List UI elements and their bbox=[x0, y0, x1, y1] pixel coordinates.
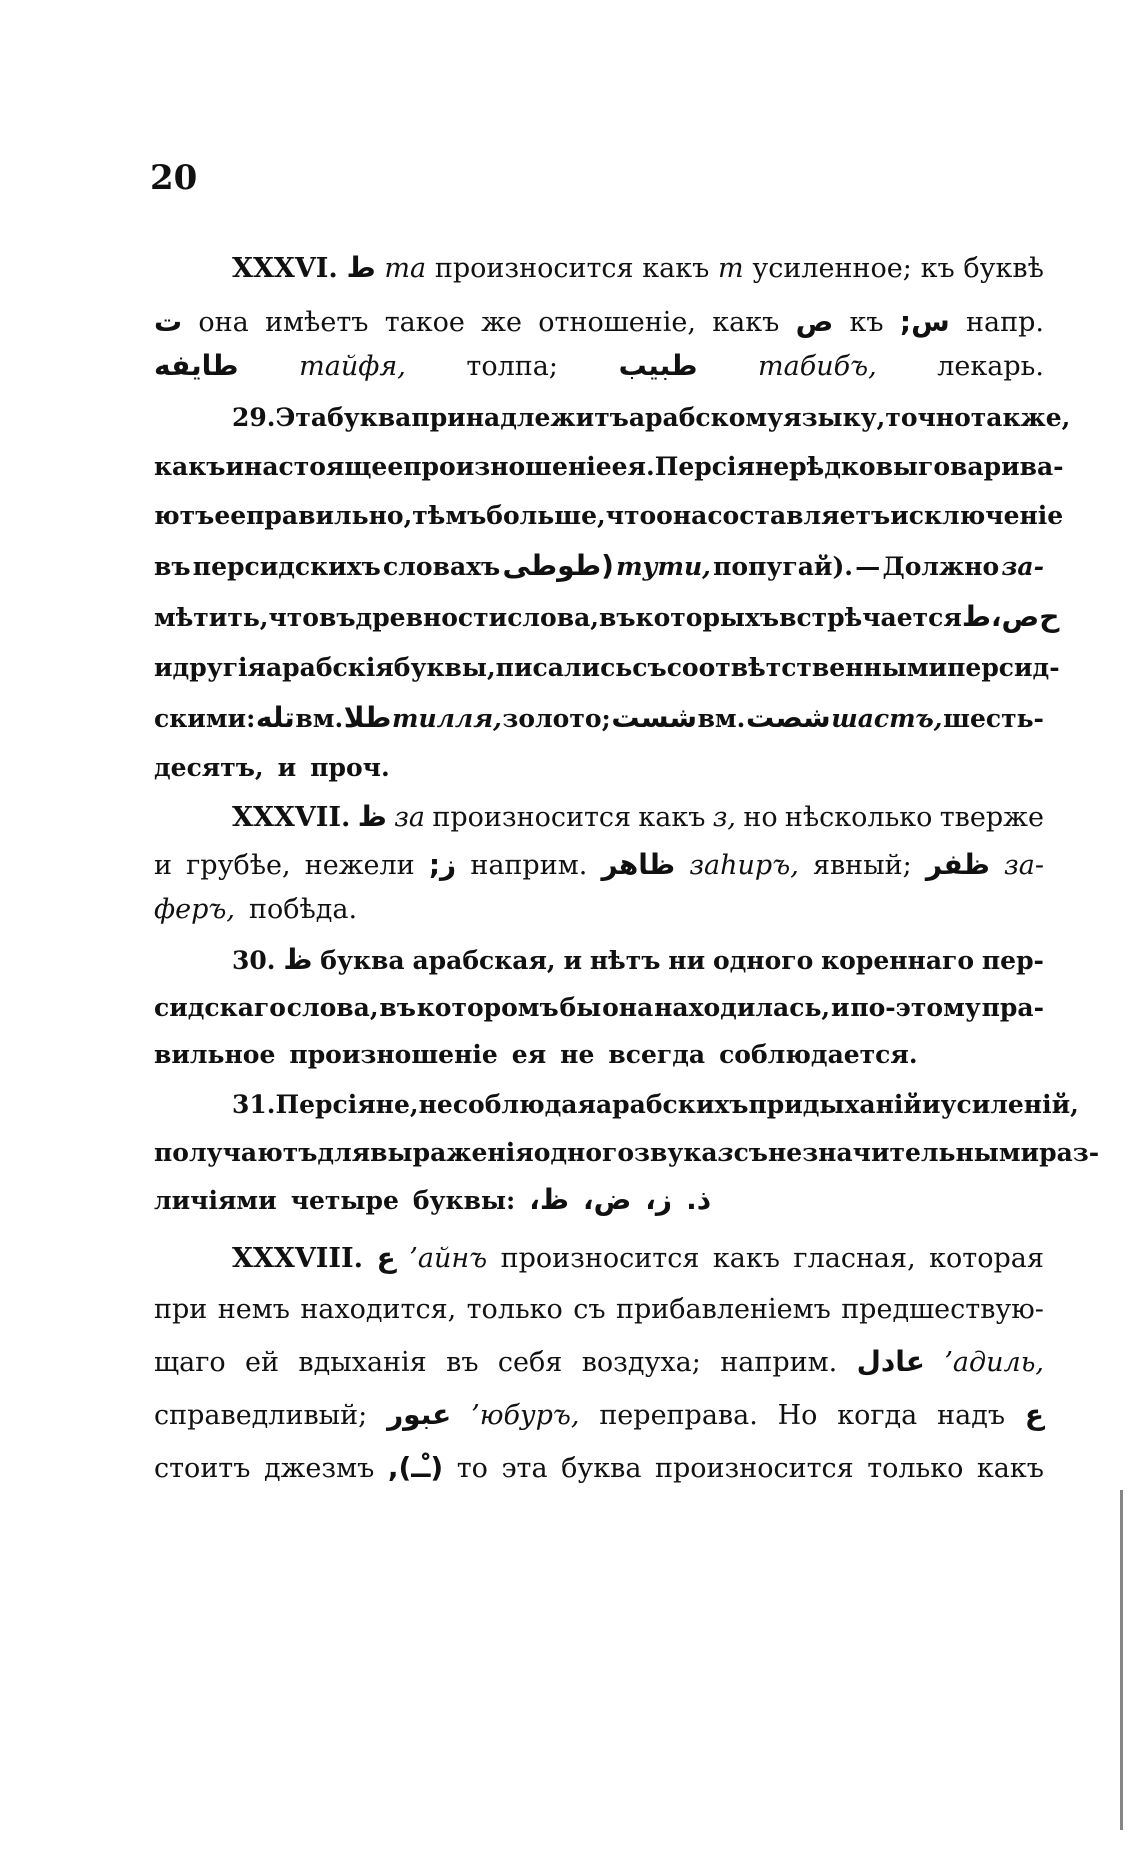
word: тайфя, bbox=[299, 351, 406, 382]
word: усиленій, bbox=[940, 1090, 1079, 1119]
word: же bbox=[481, 307, 522, 338]
word: составляетъ bbox=[707, 501, 891, 530]
word: какъ bbox=[976, 1453, 1044, 1484]
word: персидскихъ bbox=[192, 552, 381, 581]
word: точно bbox=[885, 403, 971, 432]
word: Персіяне bbox=[654, 452, 790, 481]
word: произносится bbox=[654, 1453, 854, 1484]
word: предшествую- bbox=[841, 1294, 1044, 1325]
word: джезмъ bbox=[263, 1453, 375, 1484]
word: себя bbox=[497, 1347, 563, 1378]
arabic-word: شست bbox=[611, 701, 697, 734]
arabic-word: ز; bbox=[428, 848, 457, 881]
word: также, bbox=[970, 403, 1071, 432]
word: десятъ, bbox=[154, 753, 264, 782]
word: за bbox=[394, 802, 426, 833]
text-line bbox=[232, 797, 1044, 838]
word: произношеніе bbox=[403, 452, 612, 481]
arabic-word: ذ. bbox=[686, 1183, 712, 1216]
word: нѣсколько bbox=[784, 802, 933, 833]
word: 29. bbox=[232, 403, 276, 432]
word: ютъ bbox=[154, 501, 215, 530]
arabic-word: ت bbox=[154, 305, 183, 338]
word: XXXVIII. bbox=[232, 1243, 364, 1274]
text-line bbox=[154, 845, 1044, 886]
text-line bbox=[154, 1395, 1044, 1436]
word: вильное bbox=[154, 1040, 276, 1069]
word: съ bbox=[632, 653, 667, 682]
text-line bbox=[154, 1342, 1044, 1383]
word: въ bbox=[318, 603, 356, 632]
arabic-word: ض، bbox=[582, 1183, 632, 1216]
word: при bbox=[154, 1294, 208, 1325]
text-line bbox=[154, 988, 1044, 1028]
word: какъ bbox=[712, 1243, 780, 1274]
word: эта bbox=[501, 1453, 548, 1484]
word: и bbox=[830, 993, 850, 1022]
arabic-word: ص، bbox=[990, 600, 1040, 633]
word: къ bbox=[849, 307, 884, 338]
word: соблюдая bbox=[452, 1090, 596, 1119]
word: звука bbox=[634, 1138, 718, 1167]
word: по-этому bbox=[850, 993, 981, 1022]
text-line bbox=[154, 1133, 1100, 1173]
word: одного bbox=[533, 1138, 635, 1167]
word: буква bbox=[320, 946, 405, 975]
arabic-word: طايفه bbox=[154, 349, 239, 382]
word: буква bbox=[327, 403, 412, 432]
word: Персіяне, bbox=[275, 1090, 419, 1119]
word: персид- bbox=[947, 653, 1060, 682]
page-number: 20 bbox=[150, 158, 198, 198]
word: въ bbox=[154, 552, 191, 581]
word: стоитъ bbox=[154, 1453, 251, 1484]
word: то bbox=[456, 1453, 488, 1484]
word: получаютъ bbox=[154, 1138, 318, 1167]
word: буквы: bbox=[412, 1186, 516, 1215]
arabic-word: طبيب bbox=[618, 349, 698, 382]
word: тилля, bbox=[392, 704, 502, 733]
word: сидскаго bbox=[154, 993, 286, 1022]
word: выраженія bbox=[370, 1138, 534, 1167]
arabic-word: ز، bbox=[645, 1183, 673, 1216]
word: та bbox=[384, 253, 427, 284]
word: пра- bbox=[981, 993, 1044, 1022]
word: произношеніе bbox=[289, 1040, 498, 1069]
word: она bbox=[656, 501, 708, 530]
word: и bbox=[921, 1090, 941, 1119]
word: наприм. bbox=[470, 850, 588, 881]
text-line bbox=[154, 597, 1060, 638]
word: пер- bbox=[981, 946, 1044, 975]
text-line bbox=[154, 648, 1060, 688]
word: наприм. bbox=[720, 1347, 838, 1378]
word: тверже bbox=[939, 802, 1044, 833]
arabic-word: ظاهر bbox=[601, 848, 676, 881]
word: буквѣ bbox=[963, 253, 1044, 284]
word: соблюдается. bbox=[719, 1040, 918, 1069]
word: съ bbox=[573, 1294, 606, 1325]
arabic-word: س; bbox=[899, 305, 950, 338]
word: буква bbox=[561, 1453, 642, 1484]
word: прибавленіемъ bbox=[616, 1294, 831, 1325]
text-line bbox=[154, 546, 1044, 587]
word: XXXVII. bbox=[232, 802, 351, 833]
word: писались bbox=[495, 653, 633, 682]
word: 30. bbox=[232, 946, 276, 975]
word: тѣмъ bbox=[412, 501, 487, 530]
text-line bbox=[154, 1180, 1044, 1221]
word: какъ bbox=[712, 307, 780, 338]
word: грубѣе, bbox=[186, 850, 291, 881]
word: она bbox=[198, 307, 249, 338]
word: которомъ bbox=[416, 993, 559, 1022]
word: з bbox=[717, 1138, 734, 1167]
word: побѣда. bbox=[248, 894, 358, 925]
word: арабскому bbox=[628, 403, 784, 432]
word: Но bbox=[777, 1400, 818, 1431]
word: одного bbox=[712, 946, 814, 975]
text-line bbox=[154, 302, 1044, 343]
word: она bbox=[602, 993, 654, 1022]
word: вм. bbox=[697, 704, 746, 733]
word: толпа; bbox=[466, 351, 558, 382]
word: за- bbox=[1001, 552, 1044, 581]
text-line bbox=[154, 748, 1044, 788]
word: ей bbox=[245, 1347, 279, 1378]
word: — bbox=[855, 552, 881, 581]
word: ’юбуръ, bbox=[471, 1400, 580, 1431]
word: попугай). bbox=[713, 552, 853, 581]
word: вм. bbox=[295, 704, 344, 733]
word: феръ, bbox=[154, 894, 235, 925]
word: съ bbox=[733, 1138, 768, 1167]
arabic-word: ح bbox=[1039, 600, 1060, 633]
word: арабскія bbox=[265, 653, 394, 682]
word: раз- bbox=[1039, 1138, 1100, 1167]
word: и bbox=[563, 946, 583, 975]
word: 31. bbox=[232, 1090, 276, 1119]
word: произносится bbox=[434, 253, 634, 284]
arabic-word: طلا bbox=[343, 701, 392, 734]
word: всегда bbox=[608, 1040, 706, 1069]
arabic-word: ظ bbox=[283, 943, 313, 976]
word: проч. bbox=[310, 753, 390, 782]
word: только bbox=[466, 1294, 563, 1325]
word: и bbox=[154, 653, 173, 682]
word: слова, bbox=[286, 993, 379, 1022]
word: лекарь. bbox=[937, 351, 1044, 382]
word: переправа. bbox=[599, 1400, 758, 1431]
word: которыхъ bbox=[635, 603, 780, 632]
word: имѣетъ bbox=[265, 307, 369, 338]
word: буквы, bbox=[393, 653, 496, 682]
word: языку, bbox=[783, 403, 886, 432]
word: произносится bbox=[432, 802, 632, 833]
word: Эта bbox=[275, 403, 328, 432]
arabic-word: ع bbox=[376, 1241, 396, 1274]
word: соотвѣтственными bbox=[666, 653, 948, 682]
word: и bbox=[154, 850, 172, 881]
word: нежели bbox=[304, 850, 415, 881]
word: ни bbox=[668, 946, 706, 975]
text-line bbox=[154, 346, 1044, 387]
text-line bbox=[154, 1448, 1044, 1489]
text-line bbox=[154, 698, 1044, 739]
word: щаго bbox=[154, 1347, 226, 1378]
word: только bbox=[867, 1453, 964, 1484]
word: не bbox=[560, 1040, 595, 1069]
word: выговарива- bbox=[875, 452, 1064, 481]
word: не bbox=[418, 1090, 453, 1119]
word: золото; bbox=[502, 704, 611, 733]
word: з, bbox=[712, 802, 737, 833]
word: мѣтить, bbox=[154, 603, 269, 632]
arabic-word: ص bbox=[795, 305, 834, 338]
word: арабскихъ bbox=[595, 1090, 749, 1119]
arabic-word: عادل bbox=[856, 1345, 925, 1378]
word: какъ bbox=[642, 253, 710, 284]
text-line bbox=[232, 940, 1044, 981]
word: и bbox=[225, 452, 245, 481]
word: но bbox=[743, 802, 778, 833]
word: древности bbox=[355, 603, 508, 632]
word: слова, bbox=[507, 603, 599, 632]
word: когда bbox=[837, 1400, 918, 1431]
word: ’айнъ bbox=[409, 1243, 488, 1274]
word: арабская, bbox=[412, 946, 556, 975]
arabic-word: ط bbox=[346, 251, 376, 284]
word: ея. bbox=[611, 452, 655, 481]
word: т bbox=[718, 253, 744, 284]
text-line bbox=[154, 890, 1044, 930]
word: для bbox=[317, 1138, 371, 1167]
word: ея bbox=[511, 1040, 547, 1069]
word: ’адиль, bbox=[944, 1347, 1044, 1378]
word: что bbox=[605, 501, 657, 530]
arabic-word: ظفر bbox=[925, 848, 990, 881]
word: надъ bbox=[937, 1400, 1006, 1431]
word: немъ bbox=[217, 1294, 290, 1325]
word: такое bbox=[384, 307, 465, 338]
word: бы bbox=[559, 993, 602, 1022]
arabic-word: (ـْـ), bbox=[387, 1451, 444, 1484]
word: что bbox=[268, 603, 319, 632]
arabic-word: ع bbox=[1024, 1398, 1044, 1431]
word: табибъ, bbox=[758, 351, 877, 382]
word: усиленное; bbox=[752, 253, 912, 284]
word: рѣдко bbox=[789, 452, 876, 481]
word: какъ bbox=[638, 802, 706, 833]
word: воздуха; bbox=[581, 1347, 701, 1378]
text-line bbox=[154, 496, 1064, 536]
word: шастъ, bbox=[831, 704, 943, 733]
word: къ bbox=[920, 253, 955, 284]
word: исключеніе bbox=[890, 501, 1064, 530]
word: кореннаго bbox=[821, 946, 975, 975]
text-line bbox=[232, 248, 1044, 289]
word: находится, bbox=[300, 1294, 457, 1325]
word: въ bbox=[598, 603, 636, 632]
word: больше, bbox=[486, 501, 606, 530]
word: XXXVI. bbox=[232, 253, 338, 284]
word: и bbox=[277, 753, 297, 782]
word: ее bbox=[214, 501, 247, 530]
word: произносится bbox=[500, 1243, 700, 1274]
word: въ bbox=[446, 1347, 479, 1378]
word: въ bbox=[379, 993, 416, 1022]
word: личіями bbox=[154, 1186, 277, 1215]
arabic-word: عبور bbox=[387, 1398, 452, 1431]
text-line bbox=[154, 1290, 1044, 1330]
page-edge-shadow bbox=[1120, 1490, 1123, 1830]
word: правильно, bbox=[246, 501, 413, 530]
text-line bbox=[154, 447, 1064, 487]
arabic-word: ظ، bbox=[529, 1183, 569, 1216]
arabic-word: تله bbox=[255, 701, 295, 734]
word: шесть- bbox=[943, 704, 1044, 733]
arabic-word: شصت bbox=[745, 701, 831, 734]
word: тути, bbox=[616, 552, 711, 581]
word: напр. bbox=[966, 307, 1044, 338]
text-line bbox=[232, 398, 1071, 438]
text-line bbox=[232, 1238, 1044, 1279]
word: гласная, bbox=[793, 1243, 916, 1274]
word: принадлежитъ bbox=[411, 403, 629, 432]
word: вдыханія bbox=[298, 1347, 427, 1378]
word: словахъ bbox=[383, 552, 501, 581]
word: находилась, bbox=[654, 993, 831, 1022]
word: заhиръ, bbox=[689, 850, 799, 881]
word: за- bbox=[1004, 850, 1044, 881]
arabic-word: ظ bbox=[357, 800, 387, 833]
arabic-word: (طوطى bbox=[502, 549, 614, 582]
word: встрѣчается bbox=[779, 603, 962, 632]
word: незначительными bbox=[767, 1138, 1040, 1167]
word: скими: bbox=[154, 704, 256, 733]
arabic-word: ط bbox=[961, 600, 991, 633]
word: придыханій bbox=[748, 1090, 922, 1119]
word: четыре bbox=[290, 1186, 399, 1215]
word: справедливый; bbox=[154, 1400, 368, 1431]
text-line bbox=[154, 1035, 1044, 1075]
word: нѣтъ bbox=[589, 946, 661, 975]
word: другія bbox=[172, 653, 266, 682]
word: явный; bbox=[812, 850, 912, 881]
word: какъ bbox=[154, 452, 226, 481]
word: отношеніе, bbox=[538, 307, 696, 338]
word: настоящее bbox=[244, 452, 404, 481]
word: Должно bbox=[882, 552, 1000, 581]
word: которая bbox=[929, 1243, 1044, 1274]
text-line bbox=[232, 1085, 1079, 1125]
